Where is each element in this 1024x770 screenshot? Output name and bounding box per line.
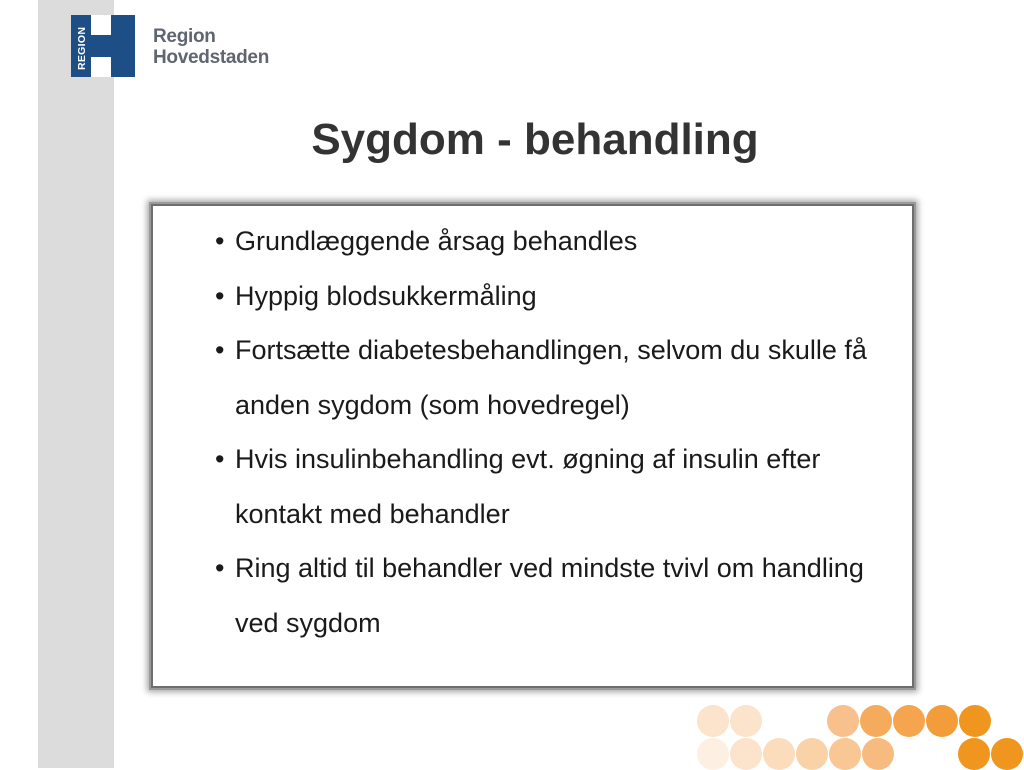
decorative-dot — [796, 738, 828, 770]
decorative-dot — [829, 738, 861, 770]
bullet-text: Hyppig blodsukkermåling — [235, 280, 537, 311]
bullet-dot: • — [215, 553, 225, 583]
decorative-dot — [959, 705, 991, 737]
decorative-dot — [697, 738, 729, 770]
logo-line-1: Region — [153, 26, 216, 47]
decorative-dot — [730, 738, 762, 770]
decorative-dot — [860, 705, 892, 737]
decorative-dot — [763, 738, 795, 770]
decorative-dot — [827, 705, 859, 737]
bullet-text: Ring altid til behandler ved mindste tvivl om handling ved sygdom — [235, 553, 864, 638]
decorative-dot — [958, 738, 990, 770]
bullet-dot: • — [215, 335, 225, 365]
logo-badge-text: REGION — [76, 26, 88, 70]
bullet-dot: • — [215, 280, 225, 311]
decorative-dot — [893, 705, 925, 737]
decorative-dot — [991, 738, 1023, 770]
bullet-text: Fortsætte diabetesbehandlingen, selvom du skulle få anden sygdom (som hovedregel) — [235, 335, 867, 420]
bullet-text: Hvis insulinbehandling evt. øgning af insulin efter kontakt med behandler — [235, 444, 821, 529]
decorative-dot — [730, 705, 762, 737]
bullet-text: Grundlæggende årsag behandles — [235, 226, 638, 256]
logo-line-2: Hovedstaden — [153, 47, 270, 68]
slide-title: Sygdom - behandling — [311, 115, 759, 164]
decorative-dot — [862, 738, 894, 770]
bullet-dot: • — [215, 226, 225, 256]
bullet-dot: • — [215, 444, 225, 474]
decorative-dot — [926, 705, 958, 737]
decorative-dot — [697, 705, 729, 737]
